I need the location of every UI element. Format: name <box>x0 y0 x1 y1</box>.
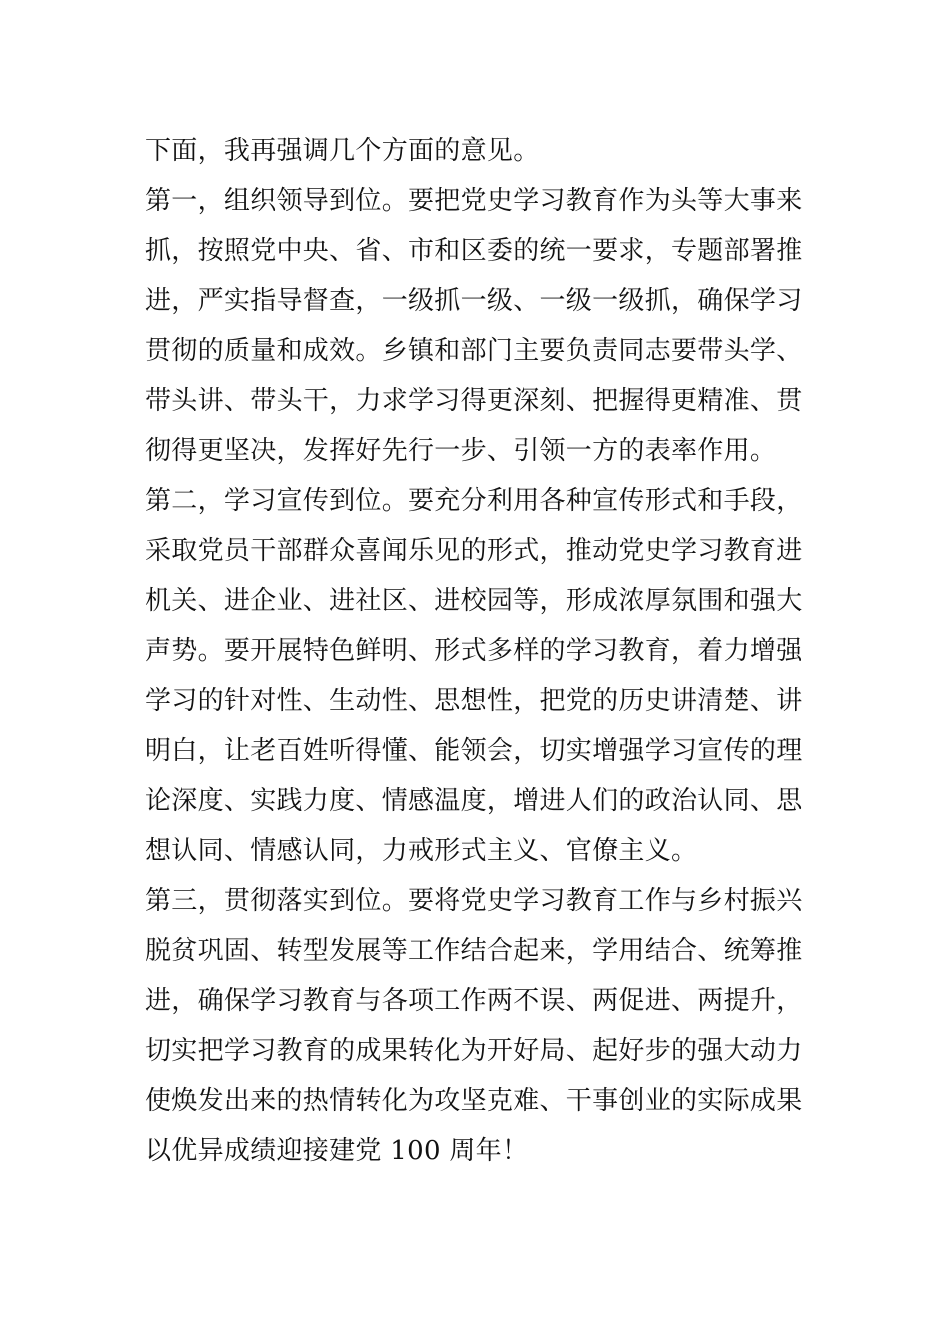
text-line: 下面，我再强调几个方面的意见。 <box>145 136 540 166</box>
text-line: 进，严实指导督查，一级抓一级、一级一级抓，确保学习 <box>145 286 803 316</box>
text-line: 切实把学习教育的成果转化为开好局、起好步的强大动力 <box>145 1036 803 1066</box>
text-line: 第二，学习宣传到位。要充分利用各种宣传形式和手段， <box>145 486 803 516</box>
text-line: 明白，让老百姓听得懂、能领会，切实增强学习宣传的理 <box>145 736 803 766</box>
text-line: 声势。要开展特色鲜明、形式多样的学习教育，着力增强 <box>145 636 803 666</box>
text-line: 第三，贯彻落实到位。要将党史学习教育工作与乡村振兴 <box>145 886 803 916</box>
text-line: 进，确保学习教育与各项工作两不误、两促进、两提升， <box>145 986 803 1016</box>
text-line: 论深度、实践力度、情感温度，增进人们的政治认同、思 <box>145 786 803 816</box>
text-line: 彻得更坚决，发挥好先行一步、引领一方的表率作用。 <box>145 436 777 466</box>
text-line: 贯彻的质量和成效。乡镇和部门主要负责同志要带头学、 <box>145 336 803 366</box>
text-line: 第一，组织领导到位。要把党史学习教育作为头等大事来 <box>145 186 803 216</box>
text-line: 想认同、情感认同，力戒形式主义、官僚主义。 <box>145 836 698 866</box>
text-line: 机关、进企业、进社区、进校园等，形成浓厚氛围和强大 <box>145 586 803 616</box>
text-line: 学习的针对性、生动性、思想性，把党的历史讲清楚、讲 <box>145 686 803 716</box>
text-line: 带头讲、带头干，力求学习得更深刻、把握得更精准、贯 <box>145 386 803 416</box>
text-line: 采取党员干部群众喜闻乐见的形式，推动党史学习教育进 <box>145 536 803 566</box>
text-line: 以优异成绩迎接建党 100 周年！ <box>145 1136 529 1166</box>
text-line: 使焕发出来的热情转化为攻坚克难、干事创业的实际成果 <box>145 1086 803 1116</box>
document-body <box>145 126 815 1176</box>
text-line: 脱贫巩固、转型发展等工作结合起来，学用结合、统筹推 <box>145 936 803 966</box>
text-line: 抓，按照党中央、省、市和区委的统一要求，专题部署推 <box>145 236 803 266</box>
